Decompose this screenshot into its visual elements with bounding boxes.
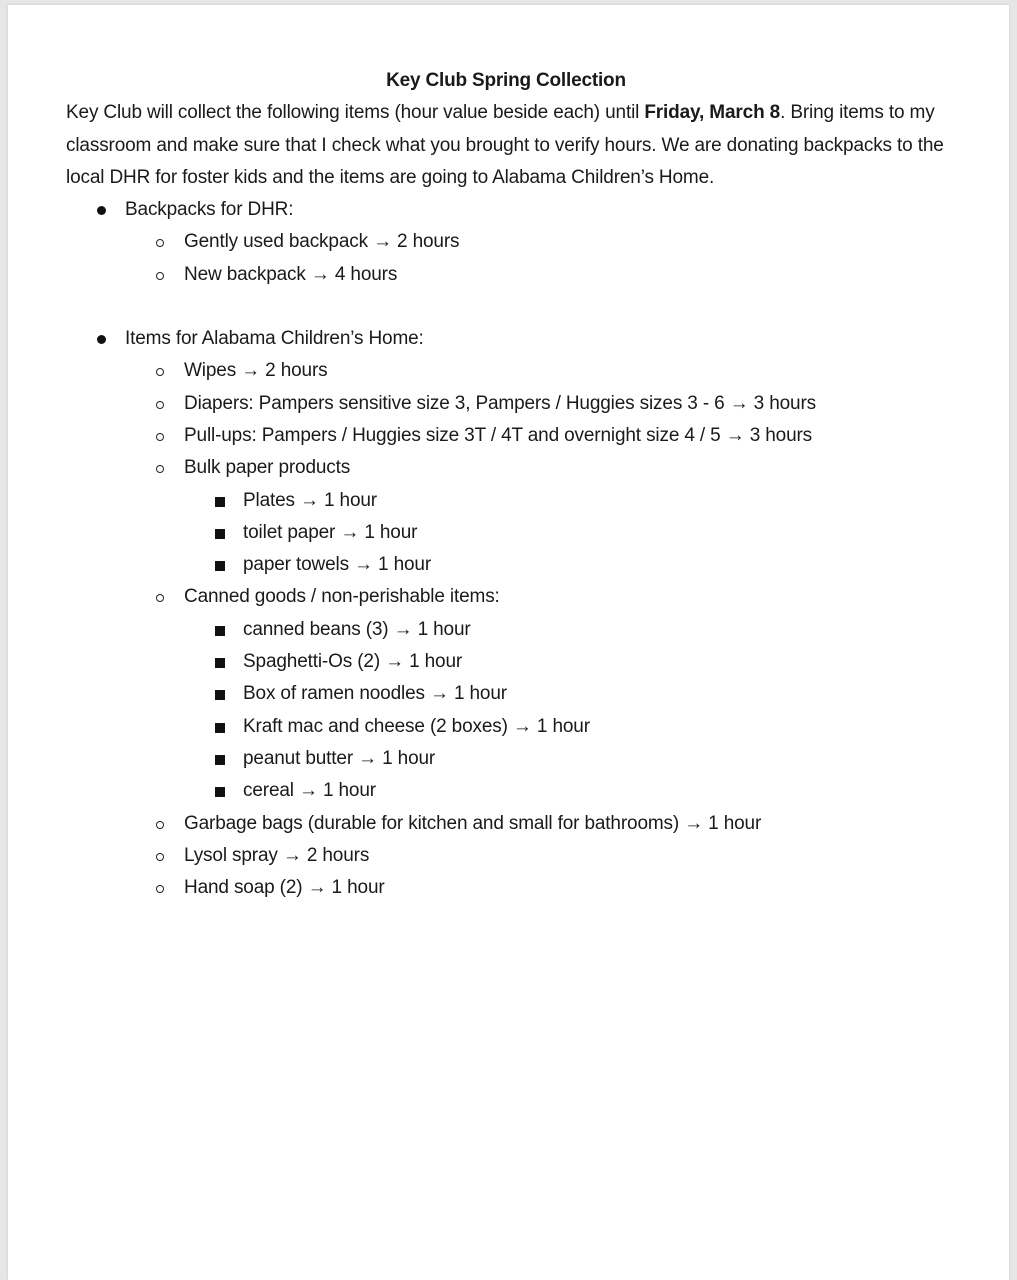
circle-bullet-icon bbox=[156, 239, 164, 247]
sub-list-item bbox=[184, 646, 946, 678]
item-label: Wipes → 2 hours bbox=[184, 360, 328, 382]
sub-list-item bbox=[184, 678, 946, 710]
circle-bullet-icon bbox=[156, 853, 164, 861]
circle-bullet-icon bbox=[156, 821, 164, 829]
disc-bullet-icon bbox=[97, 206, 106, 215]
list-item bbox=[125, 388, 946, 420]
backpack-items bbox=[66, 226, 946, 291]
square-bullet-icon bbox=[215, 529, 225, 539]
document-content bbox=[66, 65, 946, 904]
sub-list-item bbox=[184, 485, 946, 517]
circle-bullet-icon bbox=[156, 465, 164, 473]
sub-list-item bbox=[184, 549, 946, 581]
item-label: Hand soap (2) → 1 hour bbox=[184, 877, 385, 899]
document-page bbox=[8, 5, 1009, 1280]
list-item-paper-products bbox=[125, 452, 946, 581]
document-title: Key Club Spring Collection bbox=[386, 70, 626, 91]
sub-list-item bbox=[184, 517, 946, 549]
square-bullet-icon bbox=[215, 497, 225, 507]
list-item bbox=[125, 840, 946, 872]
list-item bbox=[125, 259, 946, 291]
square-bullet-icon bbox=[215, 723, 225, 733]
sub-list-item bbox=[184, 711, 946, 743]
square-bullet-icon bbox=[215, 626, 225, 636]
disc-bullet-icon bbox=[97, 335, 106, 344]
item-label: Diapers: Pampers sensitive size 3, Pampers / Huggies sizes 3 - 6 → 3 hours bbox=[184, 392, 816, 414]
deadline-date: Friday, March 8 bbox=[644, 102, 781, 124]
section-backpacks bbox=[66, 194, 946, 291]
sub-list-item bbox=[184, 743, 946, 775]
list-item bbox=[125, 872, 946, 904]
paper-products-subitems bbox=[184, 485, 946, 582]
sub-list-item bbox=[184, 775, 946, 807]
subitem-label: Kraft mac and cheese (2 boxes) → 1 hour bbox=[243, 715, 590, 737]
item-label: Bulk paper products bbox=[184, 457, 351, 479]
subitem-label: Spaghetti-Os (2) → 1 hour bbox=[243, 651, 463, 673]
subitem-label: paper towels → 1 hour bbox=[243, 554, 432, 576]
canned-goods-subitems bbox=[184, 614, 946, 808]
section-label: Backpacks for DHR: bbox=[125, 199, 294, 221]
subitem-label: Box of ramen noodles → 1 hour bbox=[243, 683, 507, 705]
circle-bullet-icon bbox=[156, 594, 164, 602]
subitem-label: toilet paper → 1 hour bbox=[243, 521, 418, 543]
sub-list-item bbox=[184, 614, 946, 646]
list-item bbox=[125, 808, 946, 840]
square-bullet-icon bbox=[215, 658, 225, 668]
square-bullet-icon bbox=[215, 755, 225, 765]
intro-paragraph bbox=[66, 97, 946, 194]
childrens-home-items bbox=[66, 355, 946, 904]
circle-bullet-icon bbox=[156, 368, 164, 376]
circle-bullet-icon bbox=[156, 401, 164, 409]
list-item bbox=[125, 355, 946, 387]
circle-bullet-icon bbox=[156, 433, 164, 441]
square-bullet-icon bbox=[215, 561, 225, 571]
intro-text-end: . Bring items to my classroom and make sure that I check what you brought to verify hours. We are donating backpacks to the local DHR for foster kids and the items are going to Alabama Children’s Home. bbox=[66, 102, 944, 188]
subitem-label: cereal → 1 hour bbox=[243, 780, 376, 802]
circle-bullet-icon bbox=[156, 272, 164, 280]
circle-bullet-icon bbox=[156, 885, 164, 893]
item-label: Gently used backpack → 2 hours bbox=[184, 231, 460, 253]
item-label: Canned goods / non-perishable items: bbox=[184, 586, 500, 608]
item-label: Lysol spray → 2 hours bbox=[184, 844, 370, 866]
list-item bbox=[125, 420, 946, 452]
item-label: New backpack → 4 hours bbox=[184, 263, 398, 285]
subitem-label: peanut butter → 1 hour bbox=[243, 747, 436, 769]
collection-list bbox=[66, 194, 946, 904]
intro-text-start: Key Club will collect the following items (hour value beside each) until bbox=[66, 102, 645, 124]
subitem-label: Plates → 1 hour bbox=[243, 489, 377, 511]
section-label: Items for Alabama Children’s Home: bbox=[125, 328, 424, 350]
square-bullet-icon bbox=[215, 690, 225, 700]
subitem-label: canned beans (3) → 1 hour bbox=[243, 618, 471, 640]
square-bullet-icon bbox=[215, 787, 225, 797]
section-childrens-home bbox=[66, 323, 946, 904]
item-label: Garbage bags (durable for kitchen and small for bathrooms) → 1 hour bbox=[184, 812, 762, 834]
item-label: Pull-ups: Pampers / Huggies size 3T / 4T and overnight size 4 / 5 → 3 hours bbox=[184, 424, 813, 446]
list-item bbox=[125, 226, 946, 258]
blank-line bbox=[66, 291, 946, 323]
list-item-canned-goods bbox=[125, 581, 946, 807]
